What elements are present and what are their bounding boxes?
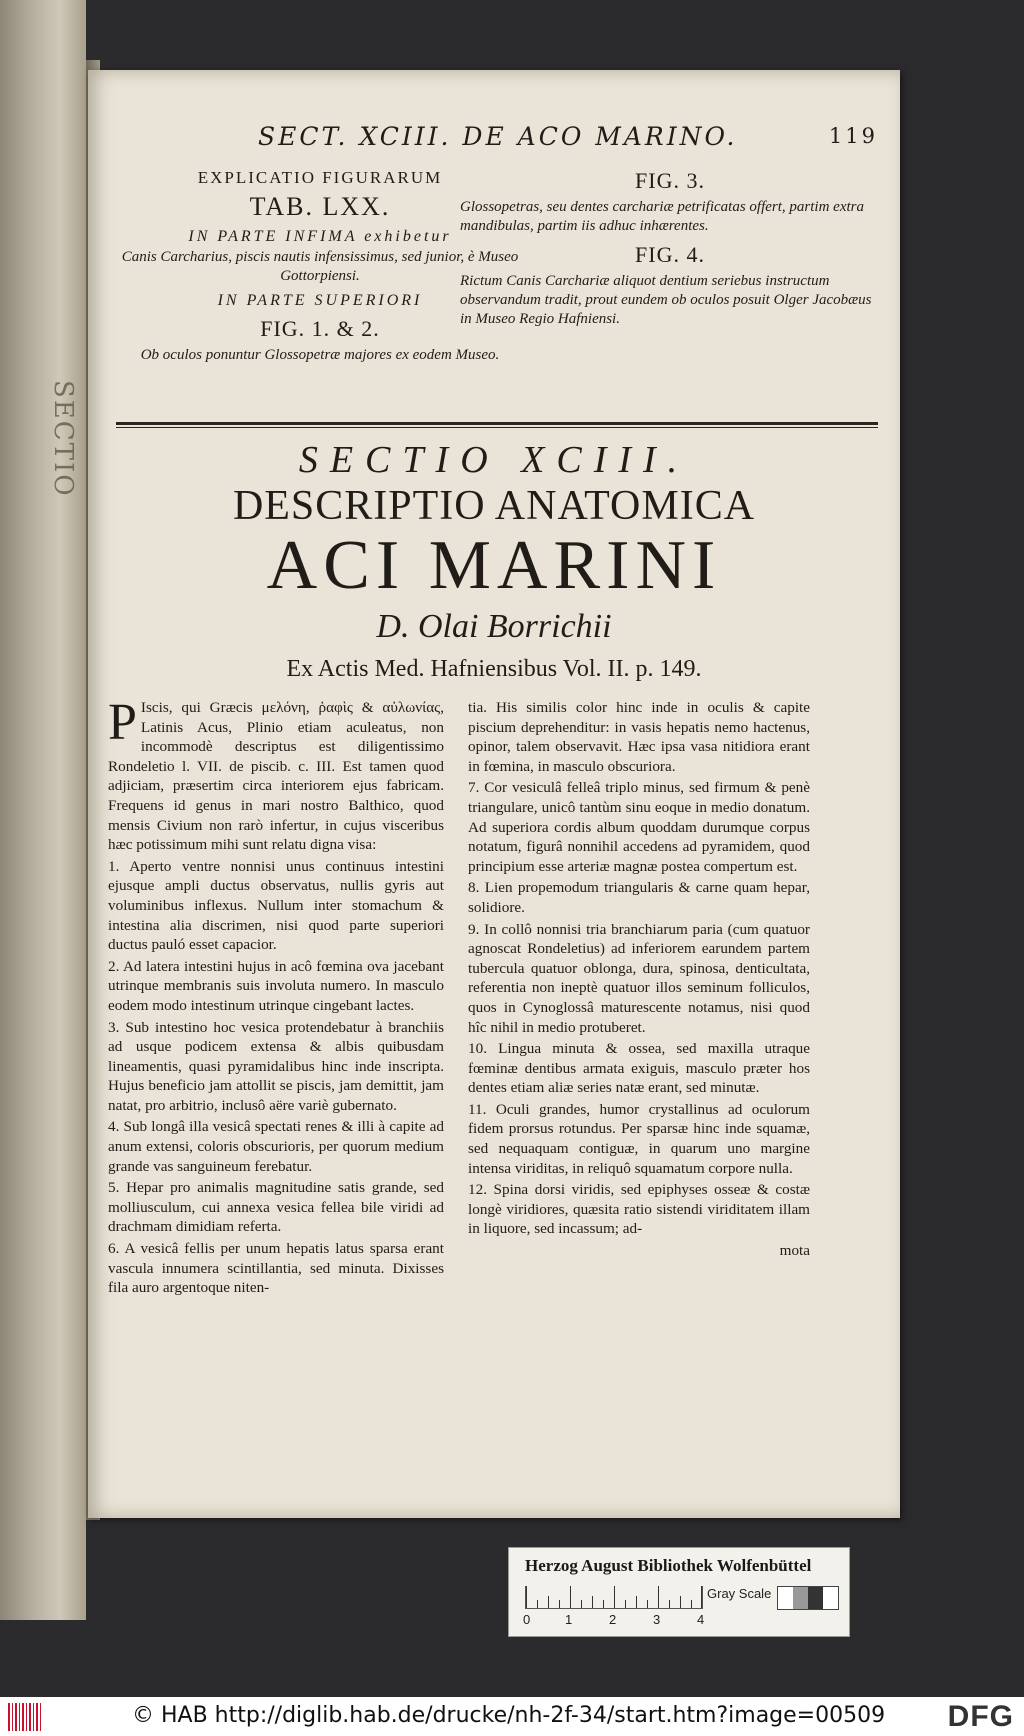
infima-caption: Canis Carcharius, piscis nautis infensissimus, sed junior, è Museo Gottorpiensi. [121, 249, 519, 284]
paragraph-12: 12. Spina dorsi viridis, sed epiphyses osseæ & costæ longè viridiores, quæsita ratio sistendi viriditatem illam in liquore, sed incassum; ad- [468, 1181, 810, 1238]
paragraph-intro: P Iscis, qui Græcis μελόνη, ῥαφὶς & αὐλωνίας, Latinis Acus, Plinio etiam aculeatus, non incommodè descriptus est diligentissimo Rondeletio l. VII. de piscib. c. III. Est tamen quod adjiciam, præsertim circa interiorem ejus fabricam. Frequens id genus in mari nostro Balthico, quod mensis Civium non rarò infertur, in cujus visceribus hæc potissimum mihi sunt relatu digna visa: [108, 694, 444, 854]
body-column-left [108, 694, 444, 1300]
fig3-caption: Glossopetras, seu dentes carchariæ petrificatas offert, partim extra mandibulas, partim iis adhuc inhærentes. [460, 199, 864, 234]
fig12-caption: Ob oculos ponuntur Glossopetræ majores ex eodem Museo. [140, 347, 500, 363]
library-label [508, 1547, 850, 1637]
author-line: D. Olai Borrichii [376, 608, 612, 645]
paragraph-6: 6. A vesicâ fellis per unum hepatis latus sparsa erant vascula innumera scintillantia, sed minuta. Dixisses fila auro argentoque niten- [108, 1240, 444, 1297]
ruler-num-2: 2 [609, 1612, 617, 1627]
previous-page-edge [0, 0, 86, 1620]
book-page [88, 70, 900, 1518]
paragraph-7: 7. Cor vesiculâ felleâ triplo minus, sed firmum & penè triangulare, unicô tantùm sinu eoque in medio donatum. Ad superiora cordis album quoddam durumque corpus notatum, figurâ nonnihil accedens ad pyramidem, quod principium esse arteriæ magnæ postea compertum est. [468, 779, 810, 875]
hab-logo-icon [8, 1703, 42, 1731]
paragraph-2: 2. Ad latera intestini hujus in acô fœmina ova jacebant utrinque membranis suis involuta numero. In masculo eodem modo intestinum utrinque cingebant lactes. [108, 957, 444, 1014]
fig4-heading: FIG. 4. [635, 242, 705, 267]
gray-scale-label: Gray Scale [707, 1586, 772, 1601]
catchword: mota [779, 1242, 810, 1260]
running-title: SECT. XCIII. DE ACO MARINO. [258, 122, 738, 151]
gray-scale-swatches [777, 1586, 839, 1610]
paragraph-5: 5. Hepar pro animalis magnitudine satis grande, sed molliusculum, cui annexa vesica fellea bile viridi ad drachmam dimidiam referta. [108, 1179, 444, 1236]
fig3-heading: FIG. 3. [635, 168, 705, 193]
paragraph-11: 11. Oculi grandes, humor crystallinus ad oculorum fidem prorsus rotundus. Per sparsæ hinc inde squamæ, sed nequaquam contiguæ, in quarum uno margine intensa viriditas, in reliquô squamatum corpore nulla. [468, 1100, 810, 1177]
section-title-block [88, 432, 900, 683]
paragraph-8: 8. Lien propemodum triangularis & carne quam hepar, solidiore. [468, 879, 810, 916]
main-title: ACI MARINI [266, 527, 722, 604]
paragraph-9: 9. In collô nonnisi tria branchiarum paria (cum quatuor agnoscat Rondeletius) ad inferiorem earundem partem tubercula quatuor oblonga, dura, spinosa, denticultata, referentia non ineptè quatuor illos seminum folliculos, quos in Cynoglossâ maturescente notamus, nisi quod hîc nihil in medio protuberet. [468, 920, 810, 1036]
sectio-heading: SECTIO XCIII. [298, 439, 690, 481]
divider-rule [116, 422, 878, 425]
running-header [258, 122, 878, 151]
descriptio-heading: DESCRIPTIO ANATOMICA [232, 483, 756, 529]
tab-heading: TAB. LXX. [249, 192, 391, 221]
copyright-link[interactable]: © HAB http://diglib.hab.de/drucke/nh-2f-34/start.htm?image=00509 [132, 1703, 886, 1728]
superiori-heading: IN PARTE SUPERIORI [217, 292, 423, 309]
fig4-caption: Rictum Canis Carchariæ aliquot dentium seriebus instructum observandum tradit, prout eundem ob oculos posuit Olger Jacobæus in Museo Regio Hafniensi. [460, 273, 872, 327]
paragraph-3: 3. Sub intestino hoc vesica protendebatur à branchiis ad usque podicem extensa & albis quibusdam lineamentis, quasi pyramidalibus hinc inde inscripta. Hujus beneficio jam attollit se piscis, jam demittit, jam natat, pro arbitrio, inclusô aëre variè gubernato. [108, 1018, 444, 1114]
dfg-logo: DFG [947, 1700, 1014, 1733]
paragraph-1: 1. Aperto ventre nonnisi unus continuus intestini ejusque ampli ductus observatus, nullis gyris aut voluminibus inflexus. Nullum inter stomachum & intestina alia discrimen, nisi quod parte superiori ductus pauló esset capacior. [108, 857, 444, 954]
ruler-num-3: 3 [653, 1612, 661, 1627]
body-column-right [468, 698, 810, 1263]
explicatio-heading: EXPLICATIO FIGURARUM [197, 168, 443, 187]
paragraph-4: 4. Sub longâ illa vesicâ spectati renes & illi à capite ad anum extensi, coloris obscurioris, per quorum medium grande vas sanguineum ferebatur. [108, 1118, 444, 1175]
fig12-heading: FIG. 1. & 2. [260, 316, 380, 341]
ruler-num-4: 4 [697, 1612, 705, 1627]
ruler-num-1: 1 [565, 1612, 573, 1627]
ruler-num-0: 0 [523, 1612, 531, 1627]
paragraph-10: 10. Lingua minuta & ossea, sed maxilla utraque fœminæ dentibus armata exiguis, masculo præter hos dentes etiam aliæ series natæ erant, sed minutæ. [468, 1040, 810, 1097]
footer-bar [0, 1697, 1024, 1736]
infima-heading: IN PARTE INFIMA exhibetur [188, 228, 452, 245]
divider-rule-thin [116, 427, 878, 428]
figure-explanation-right [460, 162, 880, 329]
paragraph-6-cont: tia. His similis color hinc inde in oculis & capite piscium deprehenditur: in vasis hepatis nemo hactenus, opinor, talem observavit. Hæc ipsa vasa nitidiora erant in fœmina, in masculo obscuriora. [468, 699, 810, 775]
source-line: Ex Actis Med. Hafniensibus Vol. II. p. 149. [286, 656, 702, 682]
drop-cap: P [108, 694, 137, 751]
scale-ruler [525, 1586, 703, 1609]
page-number: 119 [828, 124, 878, 148]
spine-text: SECTIO [48, 380, 78, 498]
library-name: Herzog August Bibliothek Wolfenbüttel [525, 1556, 812, 1575]
